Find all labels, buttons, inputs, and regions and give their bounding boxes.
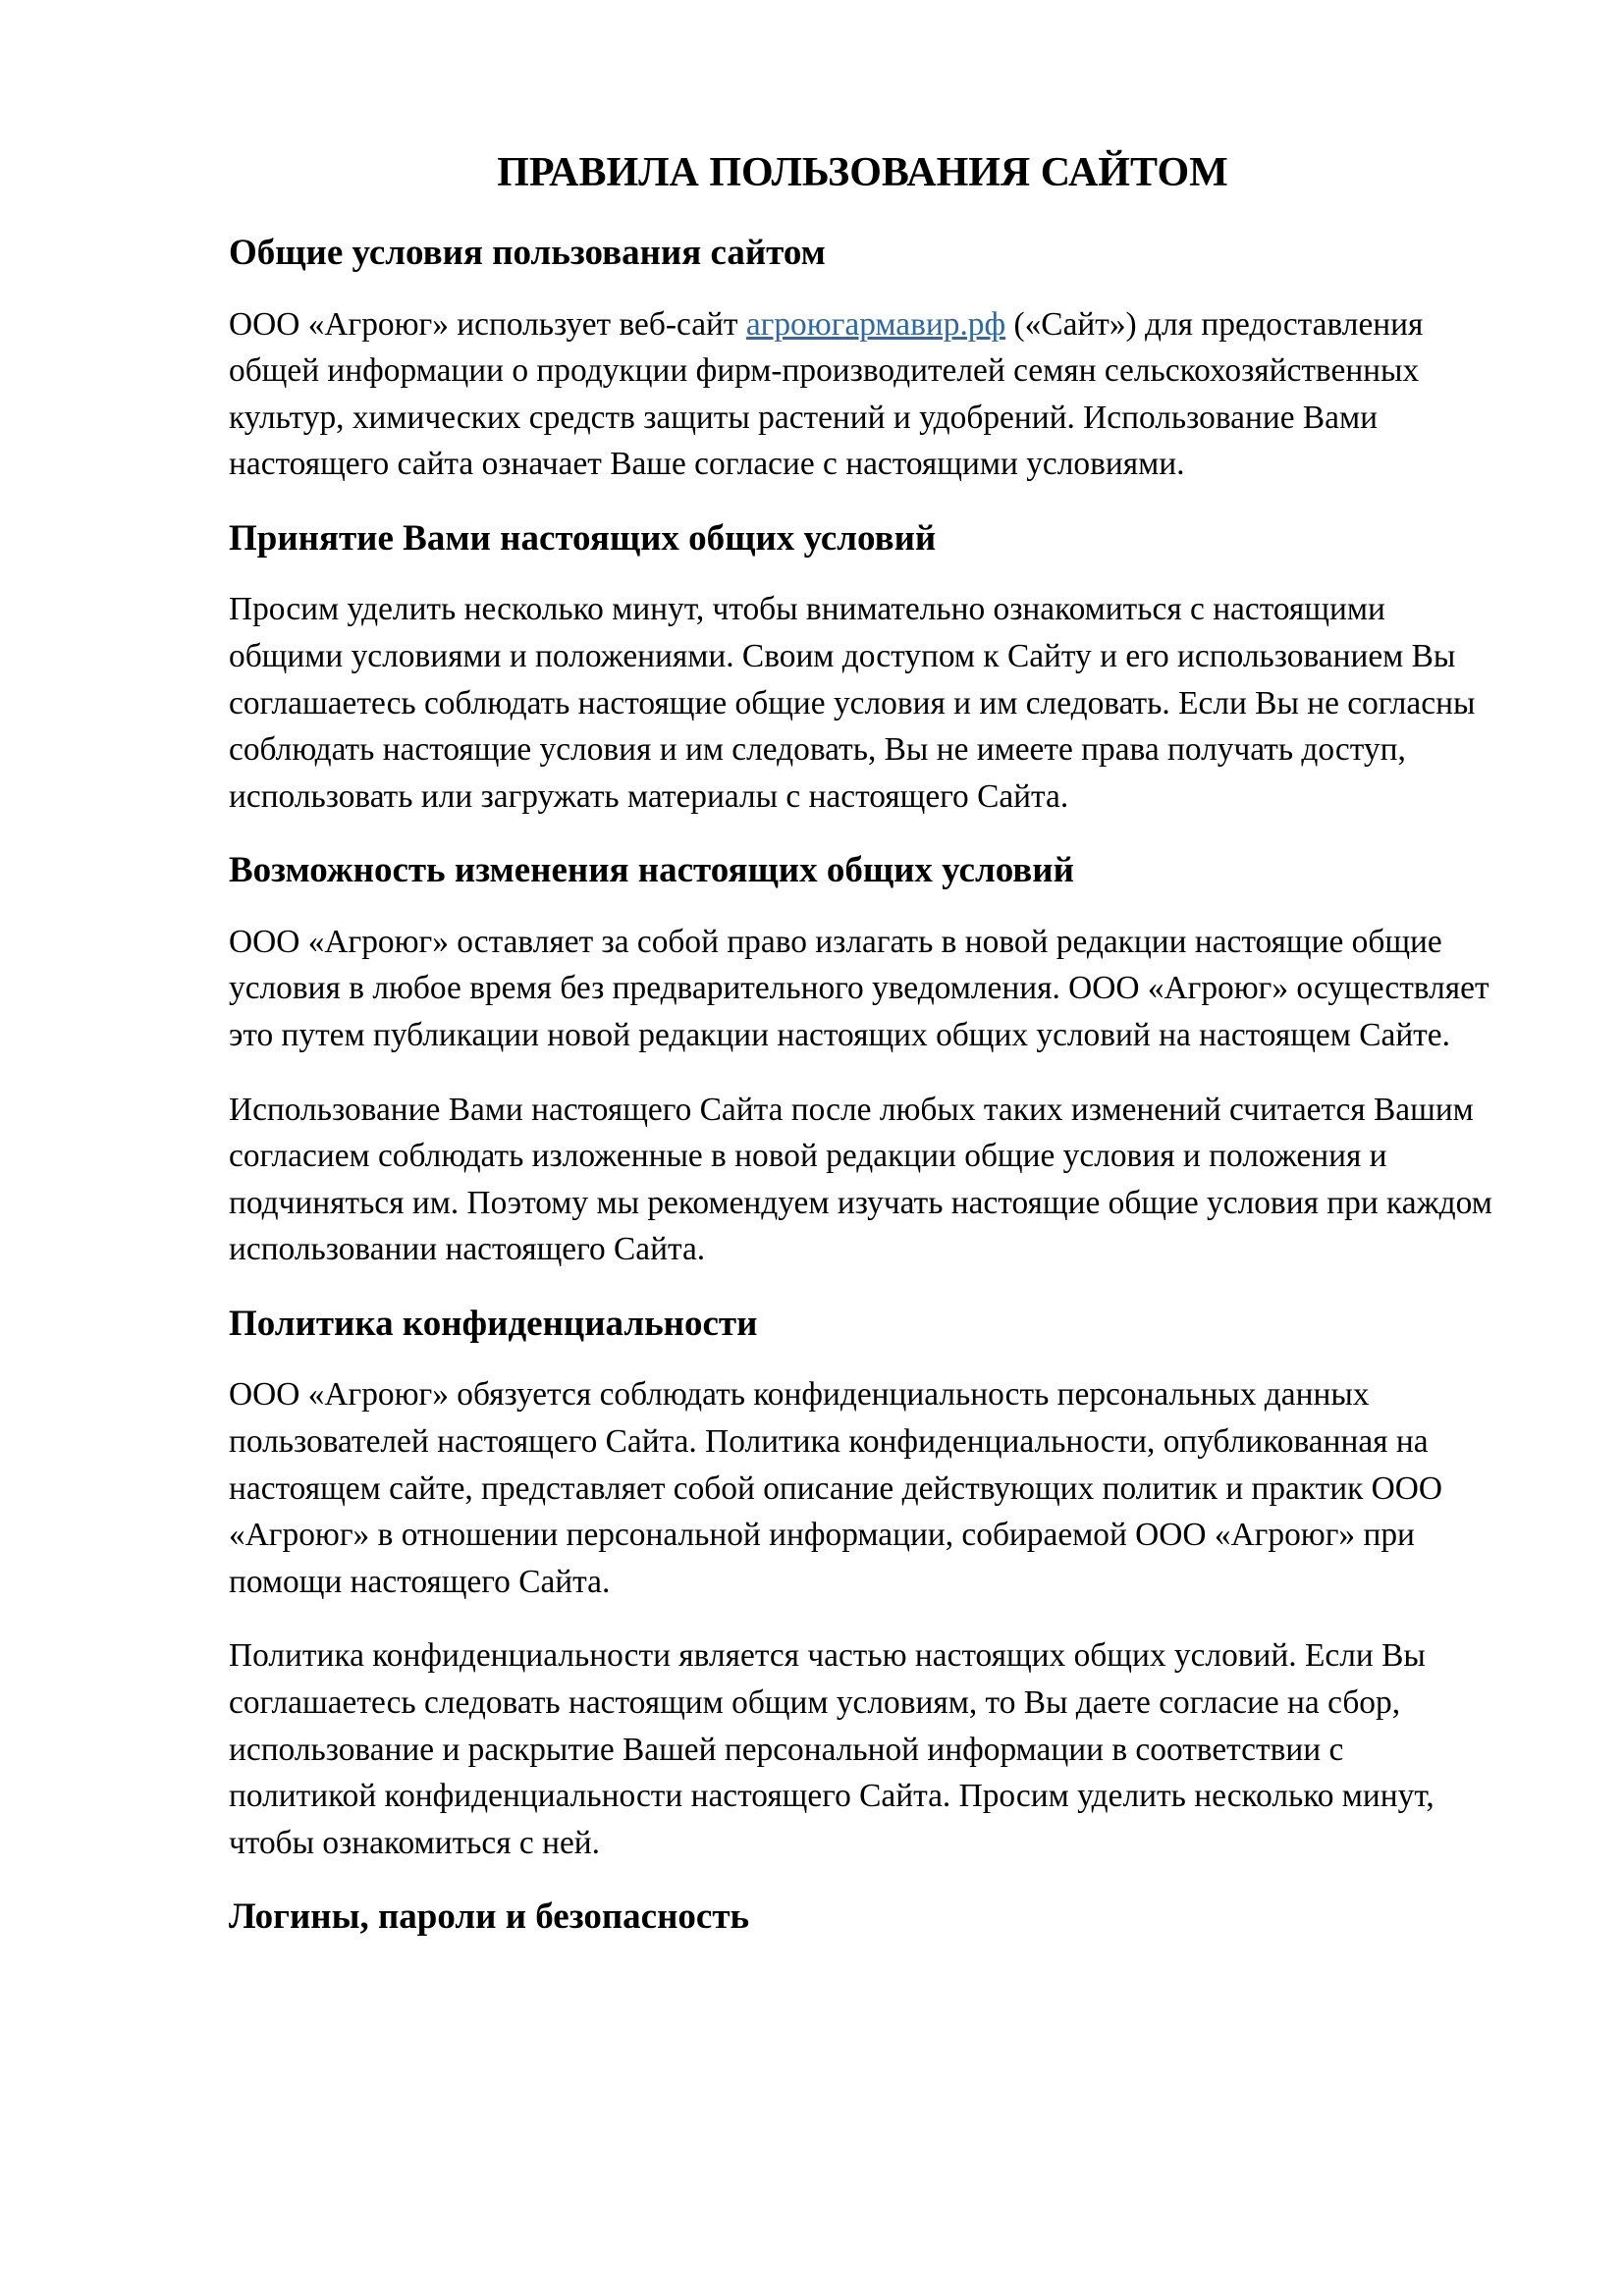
paragraph-changes-1: ООО «Агроюг» оставляет за собой право излагать в новой редакции настоящие общие условия в любое время без предварительного уведомления. ООО «Агроюг» осуществляет это путем публикации новой редакции настоящих общих условий на настоящем Сайте. (229, 923, 1489, 1053)
paragraph-privacy-2: Политика конфиденциальности является частью настоящих общих условий. Если Вы соглашаетесь следовать настоящим общим условиям, то Вы даете согласие на сбор, использование и раскрытие Вашей персональной информации в соответствии с политикой конфиденциальности настоящего Сайта. Просим уделить несколько минут, чтобы ознакомиться с ней. (229, 1637, 1435, 1861)
paragraph-privacy-1: ООО «Агроюг» обязуется соблюдать конфиденциальность персональных данных пользователей настоящего Сайта. Политика конфиденциальности, опубликованная на настоящем сайте, представляет собой описание действующих политик и практик ООО «Агроюг» в отношении персональной информации, собираемой ООО «Агроюг» при помощи настоящего Сайта. (229, 1376, 1443, 1600)
heading-general-terms: Общие условия пользования сайтом (229, 233, 826, 274)
section-privacy (229, 1303, 1496, 1866)
site-link[interactable]: агроюгармавир.рф (745, 305, 1006, 343)
section-changes (229, 849, 1496, 1273)
page-title: ПРАВИЛА ПОЛЬЗОВАНИЯ САЙТОМ (497, 150, 1228, 195)
paragraph-text-before-link: ООО «Агроюг» использует веб-сайт (229, 305, 746, 343)
heading-acceptance: Принятие Вами настоящих общих условий (229, 518, 937, 560)
heading-logins: Логины, пароли и безопасность (229, 1896, 750, 1938)
section-acceptance (229, 517, 1496, 820)
section-logins (229, 1896, 1496, 1939)
heading-privacy: Политика конфиденциальности (229, 1303, 758, 1344)
section-general-terms (229, 232, 1496, 488)
paragraph-text-after-link: («Сайт») для предоставления общей информации о продукции фирм-производителей семян сельскохозяйственных культур, химических средств защиты растений и удобрений. Использование Вами настоящего сайта означает Ваше согласие с настоящими условиями. (229, 305, 1424, 483)
heading-changes: Возможность изменения настоящих общих условий (229, 850, 1074, 891)
paragraph-acceptance: Просим уделить несколько минут, чтобы внимательно ознакомиться с настоящими общими условиями и положениями. Своим доступом к Сайту и его использованием Вы соглашаетесь соблюдать настоящие общие условия и им следовать. Если Вы не согласны соблюдать настоящие условия и им следовать, Вы не имеете права получать доступ, использовать или загружать материалы с настоящего Сайта. (229, 591, 1476, 815)
paragraph-changes-2: Использование Вами настоящего Сайта после любых таких изменений считается Вашим согласием соблюдать изложенные в новой редакции общие условия и положения и подчиняться им. Поэтому мы рекомендуем изучать настоящие общие условия при каждом использовании настоящего Сайта. (229, 1091, 1492, 1268)
paragraph-general-terms (229, 301, 1496, 488)
